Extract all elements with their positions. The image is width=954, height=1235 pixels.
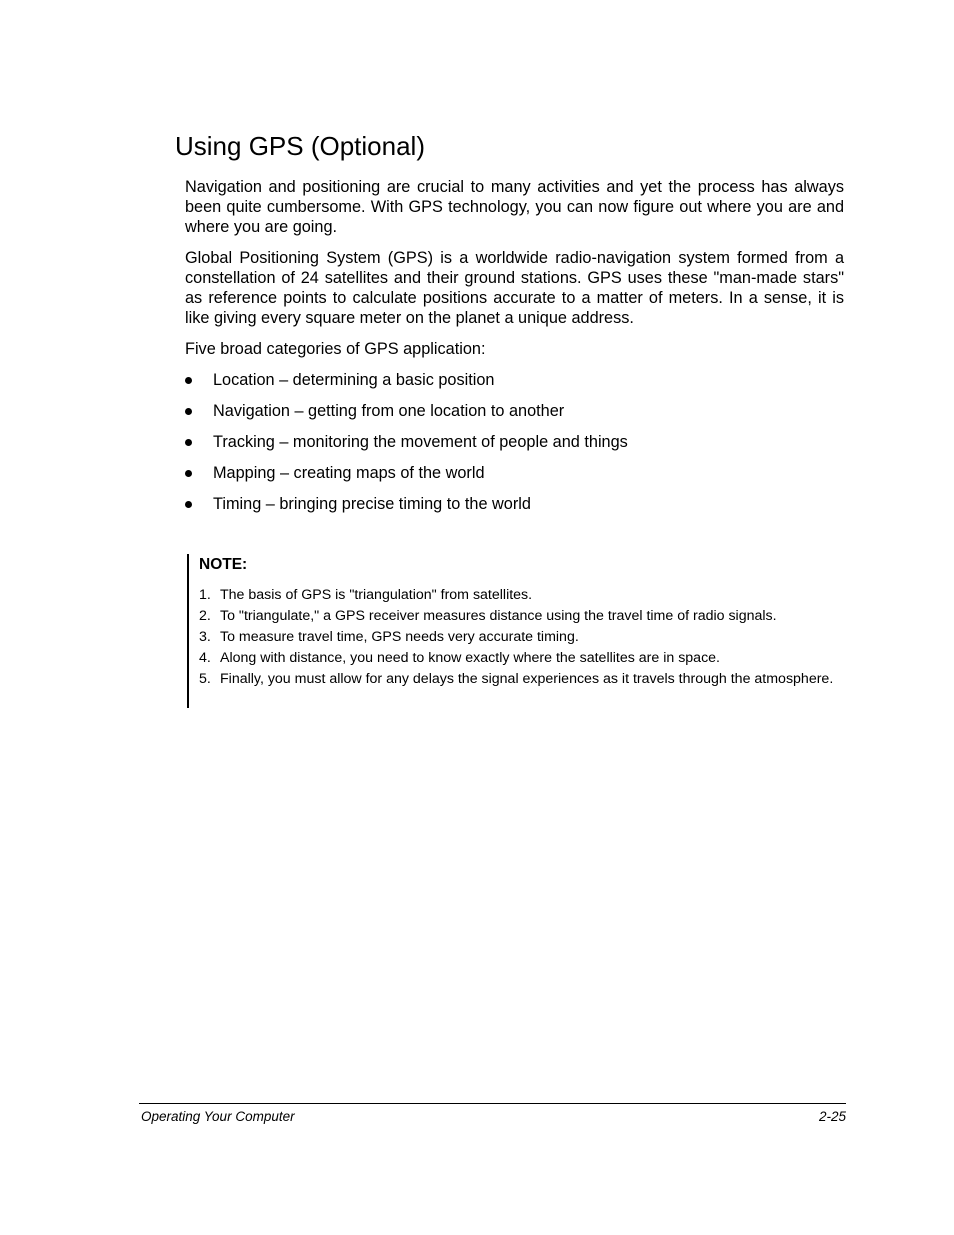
list-item: [185, 401, 844, 421]
list-item: [185, 432, 844, 452]
footer-chapter-title: Operating Your Computer: [141, 1109, 295, 1124]
note-item: [199, 649, 844, 667]
note-item-number: 4.: [199, 650, 211, 666]
bullet-icon: [185, 501, 192, 508]
list-item-text: Location – determining a basic position: [213, 371, 495, 389]
list-item-text: Mapping – creating maps of the world: [213, 464, 485, 482]
paragraph-gps-definition: Global Positioning System (GPS) is a worldwide radio-navigation system formed from a constellation of 24 satellites and their ground stations. GPS uses these "man-made stars" as reference points to calculate positions accurate to a matter of meters. In a sense, it is like giving every square meter on the planet a unique address.: [185, 249, 844, 327]
note-title: NOTE:: [199, 556, 248, 573]
note-item-number: 3.: [199, 629, 211, 645]
categories-list: [185, 370, 844, 514]
note-list: [199, 586, 844, 688]
paragraph-intro: Navigation and positioning are crucial to many activities and yet the process has always been quite cumbersome. With GPS technology, you can now figure out where you are and where you are going.: [185, 178, 844, 236]
footer-page-number: 2-25: [818, 1109, 846, 1124]
list-item-text: Tracking – monitoring the movement of people and things: [213, 433, 628, 451]
list-item: [185, 494, 844, 514]
note-item: [199, 670, 844, 688]
bullet-icon: [185, 470, 192, 477]
page-footer: [139, 1103, 846, 1124]
bullet-icon: [185, 439, 192, 446]
note-item-number: 5.: [199, 671, 211, 687]
note-box: [187, 554, 844, 708]
note-item-number: 2.: [199, 608, 211, 624]
list-item-text: Timing – bringing precise timing to the world: [213, 495, 531, 513]
note-item: [199, 607, 844, 625]
note-item: [199, 586, 844, 604]
categories-intro: Five broad categories of GPS application:: [185, 340, 486, 358]
bullet-icon: [185, 377, 192, 384]
note-item-text: Along with distance, you need to know exactly where the satellites are in space.: [220, 650, 720, 666]
list-item: [185, 370, 844, 390]
bullet-icon: [185, 408, 192, 415]
note-item-text: To measure travel time, GPS needs very accurate timing.: [220, 629, 579, 645]
note-item: [199, 628, 844, 646]
page-title: Using GPS (Optional): [175, 131, 425, 161]
list-item-text: Navigation – getting from one location to another: [213, 402, 565, 420]
note-item-text: Finally, you must allow for any delays the signal experiences as it travels through the atmosphere.: [220, 671, 834, 687]
note-item-text: The basis of GPS is "triangulation" from satellites.: [220, 587, 533, 603]
note-item-text: To "triangulate," a GPS receiver measures distance using the travel time of radio signals.: [220, 608, 777, 624]
list-item: [185, 463, 844, 483]
main-content: [185, 177, 844, 525]
note-item-number: 1.: [199, 587, 211, 603]
